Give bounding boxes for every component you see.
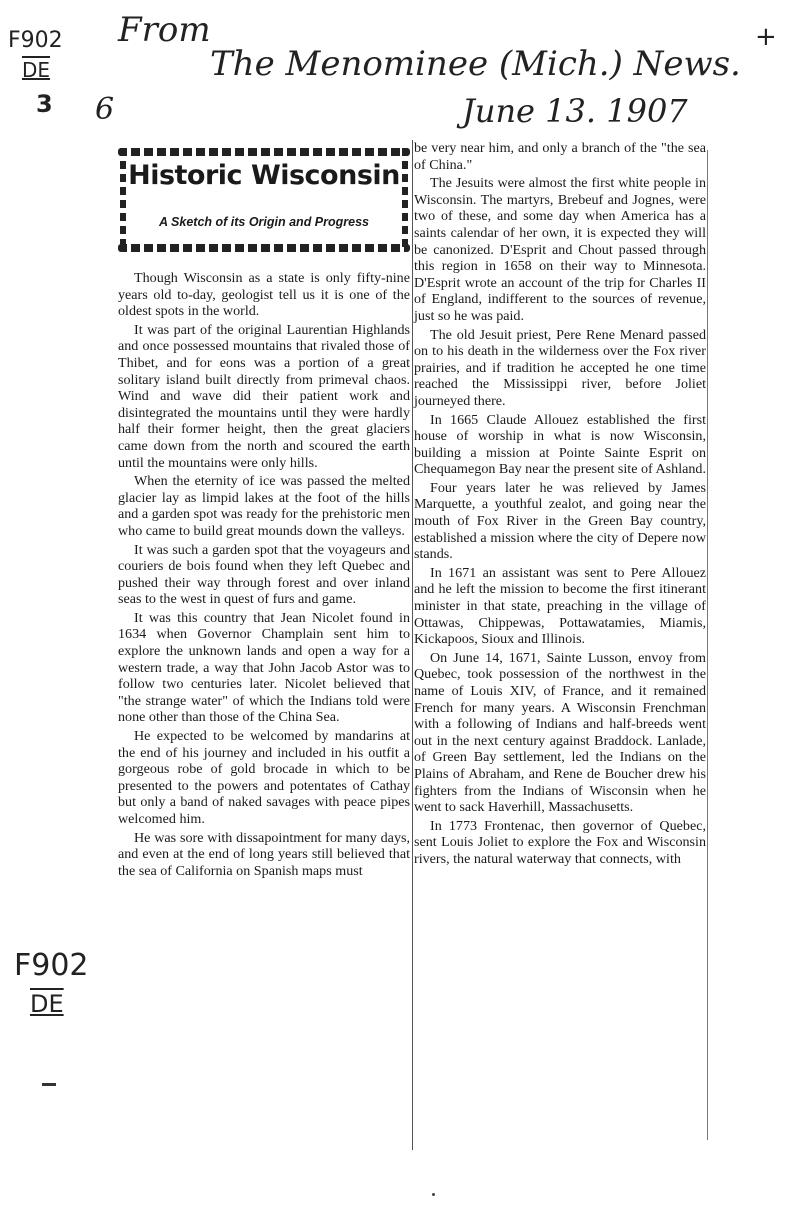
paragraph: It was part of the original Laurentian Highlands and once possessed mountains that rivaled those of Thibet, and for eons was a portion of a great solitary island built directly from primeval chaos. Wind and wave did their patient work and disintegrated the mountains until they were hardly half their former height, then the great glaciers came down from the north and scoured the earth until the mountains were only hills. [118, 321, 410, 471]
paragraph: In 1671 an assistant was sent to Pere Allouez and he left the mission to become the first itinerant minister in that state, preaching in the village of Ottawas, Chippewas, Pottawatamies, Miamis, Kickapoos, Sioux and Illinois. [414, 564, 706, 648]
article-subtitle: A Sketch of its Origin and Progress [159, 215, 369, 229]
article-title: Historic Wisconsin [128, 160, 400, 191]
paragraph: He expected to be welcomed by mandarins at the end of his journey and included in his outfit a gorgeous robe of gold brocade in which to be presented to the powers and potentates of Cathay but only a band of naked savages with peace pipes welcomed him. [118, 728, 410, 827]
ornamental-border-left [120, 148, 126, 252]
ornamental-border-bottom [118, 244, 410, 252]
ornamental-border-top [118, 148, 410, 156]
ink-dash [42, 1083, 56, 1086]
paragraph: The Jesuits were almost the first white people in Wisconsin. The martyrs, Brebeuf and Jognes, were two of these, and some day when America has a saints calendar of her own, it is expected they will be canonized. D'Esprit and Chout passed through this region in 1658 on their way to Minnesota. D'Esprit wrote an account of the trip for Charles II of England, indifferent to the sources of revenue, just so he was paid. [414, 175, 706, 324]
paragraph: In 1665 Claude Allouez established the first house of worship in what is now Wisconsin, building a mission at Pointe Sainte Esprit on Chequamegon Bay near the present site of Ashland. [414, 411, 706, 478]
clipping-edge [707, 150, 708, 1140]
headline-box [118, 140, 410, 262]
newspaper-clipping [110, 140, 710, 1160]
plus-mark: + [755, 22, 777, 52]
left-column [118, 140, 410, 881]
archive-code-left-sub: DE [30, 990, 64, 1018]
column-divider [412, 140, 413, 1150]
ornamental-border-right [402, 148, 408, 252]
paragraph: Four years later he was relieved by James Marquette, a youthful zealot, and going near the mouth of Fox River in the Green Bay country, established a mission where the city of Depere now stands. [414, 479, 706, 563]
handwritten-from: From [118, 10, 211, 50]
paragraph: be very near him, and only a branch of the "the sea of China." [414, 140, 706, 173]
archive-code-left: F902 [14, 948, 89, 983]
archive-code-top-sub: DE [22, 58, 51, 82]
handwritten-source: The Menominee (Mich.) News. [210, 44, 741, 84]
ink-dot [432, 1193, 435, 1196]
right-column [414, 140, 706, 870]
archive-code-top: F902 [8, 28, 63, 53]
paragraph: In 1773 Frontenac, then governor of Quebec, sent Louis Joliet to explore the Fox and Wisconsin rivers, the natural waterway that connects, with [414, 817, 706, 867]
paragraph: When the eternity of ice was passed the melted glacier lay as limpid lakes at the foot of the hills and a garden spot was ready for the prehistoric men who came to build great mounds down the valleys. [118, 473, 410, 539]
paragraph: It was this country that Jean Nicolet found in 1634 when Governor Champlain sent him to explore the unknown lands and open a way for a western trade, a way that John Jacob Astor was to follow two centuries later. Nicolet believed that "the strange water" of which the Indians told were none other than those of the China Sea. [118, 609, 410, 726]
paragraph: He was sore with dissapointment for many days, and even at the end of long years still believed that the sea of California on Spanish maps must [118, 829, 410, 879]
paragraph: It was such a garden spot that the voyageurs and couriers de bois found when they left Quebec and pushed their way through forest and over inland seas to the west in quest of furs and game. [118, 541, 410, 608]
small-mark: 3 [36, 90, 53, 118]
paragraph: Though Wisconsin as a state is only fifty-nine years old to-day, geologist tell us it is one of the oldest spots in the world. [118, 270, 410, 320]
paragraph: The old Jesuit priest, Pere Rene Menard passed on to his death in the wilderness over the Fox river prairies, and if tradition he accepted he one time reached the Mississippi river, before Joliet journeyed there. [414, 326, 706, 409]
handwritten-page-number: 6 [95, 92, 115, 127]
paragraph: On June 14, 1671, Sainte Lusson, envoy from Quebec, took possession of the northwest in the name of Louis XIV, of France, and it remained French for many years. A Wisconsin Frenchman with a following of Indians and half-breeds went out in the next century against Braddock. Lanlade, of Green Bay settlement, led the Indians on the Plains of Abraham, and Rene de Boucher drew his fighters from the Indians of Wisconsin when he went to sack Haverhill, Massachusetts. [414, 649, 706, 816]
handwritten-date: June 13. 1907 [462, 92, 688, 130]
